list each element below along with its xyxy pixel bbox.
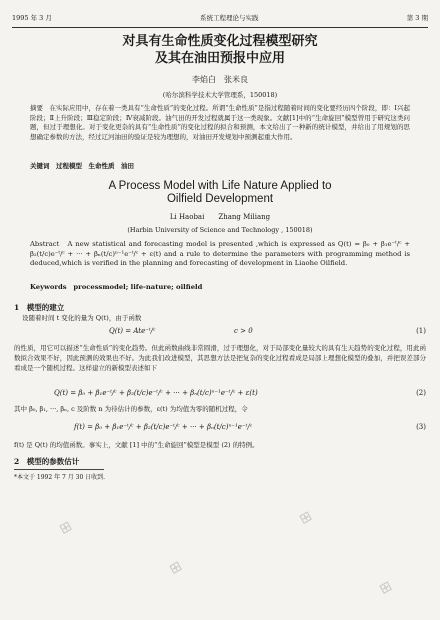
title-cn-line-2: 及其在油田预报中应用 bbox=[154, 51, 285, 66]
equation-1 bbox=[14, 327, 426, 339]
header-issue: 第 3 期 bbox=[406, 13, 428, 22]
equation-2-number: (2) bbox=[416, 389, 426, 397]
section-1-heading: 1 模型的建立 bbox=[14, 303, 65, 312]
affiliation-en: (Harbin University of Science and Technology , 150018) bbox=[127, 226, 313, 234]
abstract-cn: 摘要 在实际应用中，存在着一类具有“生命性质”的变化过程。所谓“生命性质”是指过程随着时间的变化要经历四个阶段，即：Ⅰ兴起阶段；Ⅱ上升阶段；Ⅲ稳定阶段；Ⅳ衰减阶段。油气田的开发过程就属于这一类现象。文献[1]中的“生命旋回”模型曾用于研究这类问题，但过于理想化。对于变化更杂的具有“生命性质”的变化过程的拟合和预测，本文给出了一种新的统计模型，并给出了用规划的思想确定参数的方法，经过辽河油田的验证是较为理想的，对油田开发规划中预测起重大作用。 bbox=[30, 104, 410, 141]
watermark-mark: ⊞ bbox=[376, 578, 395, 598]
title-en-line-2: Oilfield Development bbox=[166, 193, 274, 205]
watermark-mark: ⊞ bbox=[296, 508, 315, 528]
title-cn-line-1: 对具有生命性质变化过程模型研究 bbox=[122, 34, 318, 49]
title-en-line-1: A Process Model with Life Nature Applied to bbox=[108, 180, 332, 192]
equation-2 bbox=[14, 389, 426, 401]
abstract-en: Abstract A new statistical and forecasting model is presented ,which is expressed as Q(t) = β₀ + β₁e⁻ᵗ/ᶜ + β₂(t/c)e⁻ᵗ/ᶜ + ··· + βₙ(t/c)ⁿ⁻¹e⁻ᵗ/ᶜ + ε(t) and a rule to determine the parameters with programming method is deduced,which is verified in the planning and forecasting of development in Liaohe Oilfield. bbox=[30, 240, 410, 267]
equation-1-expr: Q(t) = Ate⁻ᵗ/ᶜ bbox=[109, 327, 156, 335]
affiliation-cn: (哈尔滨科学技术大学管理系，150018) bbox=[162, 91, 278, 99]
section-1-paragraph: 的性质，用它可以描述“生命性质”的变化趋势。但此函数曲线非常圆滑，过于理想化，对于局部变化量较大的具有生天趋势的变化过程，用此函数拟合效果不好，因此预测的效果也不好。为此我们改进模型，其思想方法是把复杂的变化过程看成是局部上理想化模型的叠加，并把误差部分看成是一个随机过程。这样建立的新模型表述如下 bbox=[14, 344, 426, 372]
watermark-mark: ⊞ bbox=[56, 518, 75, 538]
equation-2-expr: Q(t) = β₀ + β₁e⁻ᵗ/ᶜ + β₂(t/c)e⁻ᵗ/ᶜ + ··· + βₙ(t/c)ⁿ⁻¹e⁻ᵗ/ᶜ + ε(t) bbox=[54, 389, 258, 397]
keywords-en: Keywords processmodel; life-nature; oilfield bbox=[30, 283, 203, 291]
keywords-cn: 关键词 过程模型 生命性质 油田 bbox=[30, 162, 134, 170]
section-2-heading: 2 模型的参数估计 bbox=[14, 457, 80, 466]
section-1-closing: f(t) 是 Q(t) 的均值函数。事实上，文献 [1] 中的“生命旋回”模型是模型 (2) 的特例。 bbox=[14, 441, 259, 449]
authors-cn: 李焰白 张米良 bbox=[192, 75, 248, 84]
equation-1-condition: c > 0 bbox=[234, 327, 253, 335]
footnote: *本文于 1992 年 7 月 30 日收到. bbox=[14, 474, 106, 481]
watermark-mark: ⊞ bbox=[166, 558, 185, 578]
header-date: 1995 年 3 月 bbox=[12, 13, 52, 22]
equation-3-expr: f(t) = β₀ + β₁e⁻ᵗ/ᶜ + β₂(t/c)e⁻ᵗ/ᶜ + ··· + βₙ(t/c)ⁿ⁻¹e⁻ᵗ/ᶜ bbox=[74, 423, 253, 431]
header-journal: 系统工程理论与实践 bbox=[200, 13, 259, 22]
section-1-params: 其中 β₀, β₁, ···, βₙ, c 及阶数 n 为待估计的参数，ε(t) 为均值为零的随机过程，令 bbox=[14, 405, 248, 413]
authors-en: Li Haobai Zhang Miliang bbox=[169, 213, 271, 221]
equation-3-number: (3) bbox=[416, 423, 426, 431]
equation-3 bbox=[14, 423, 426, 435]
running-header bbox=[12, 10, 428, 28]
footnote-rule bbox=[14, 469, 104, 470]
equation-1-number: (1) bbox=[416, 327, 426, 335]
section-1-intro: 设随着时间 t 变化的量为 Q(t)，由于函数 bbox=[22, 314, 142, 322]
